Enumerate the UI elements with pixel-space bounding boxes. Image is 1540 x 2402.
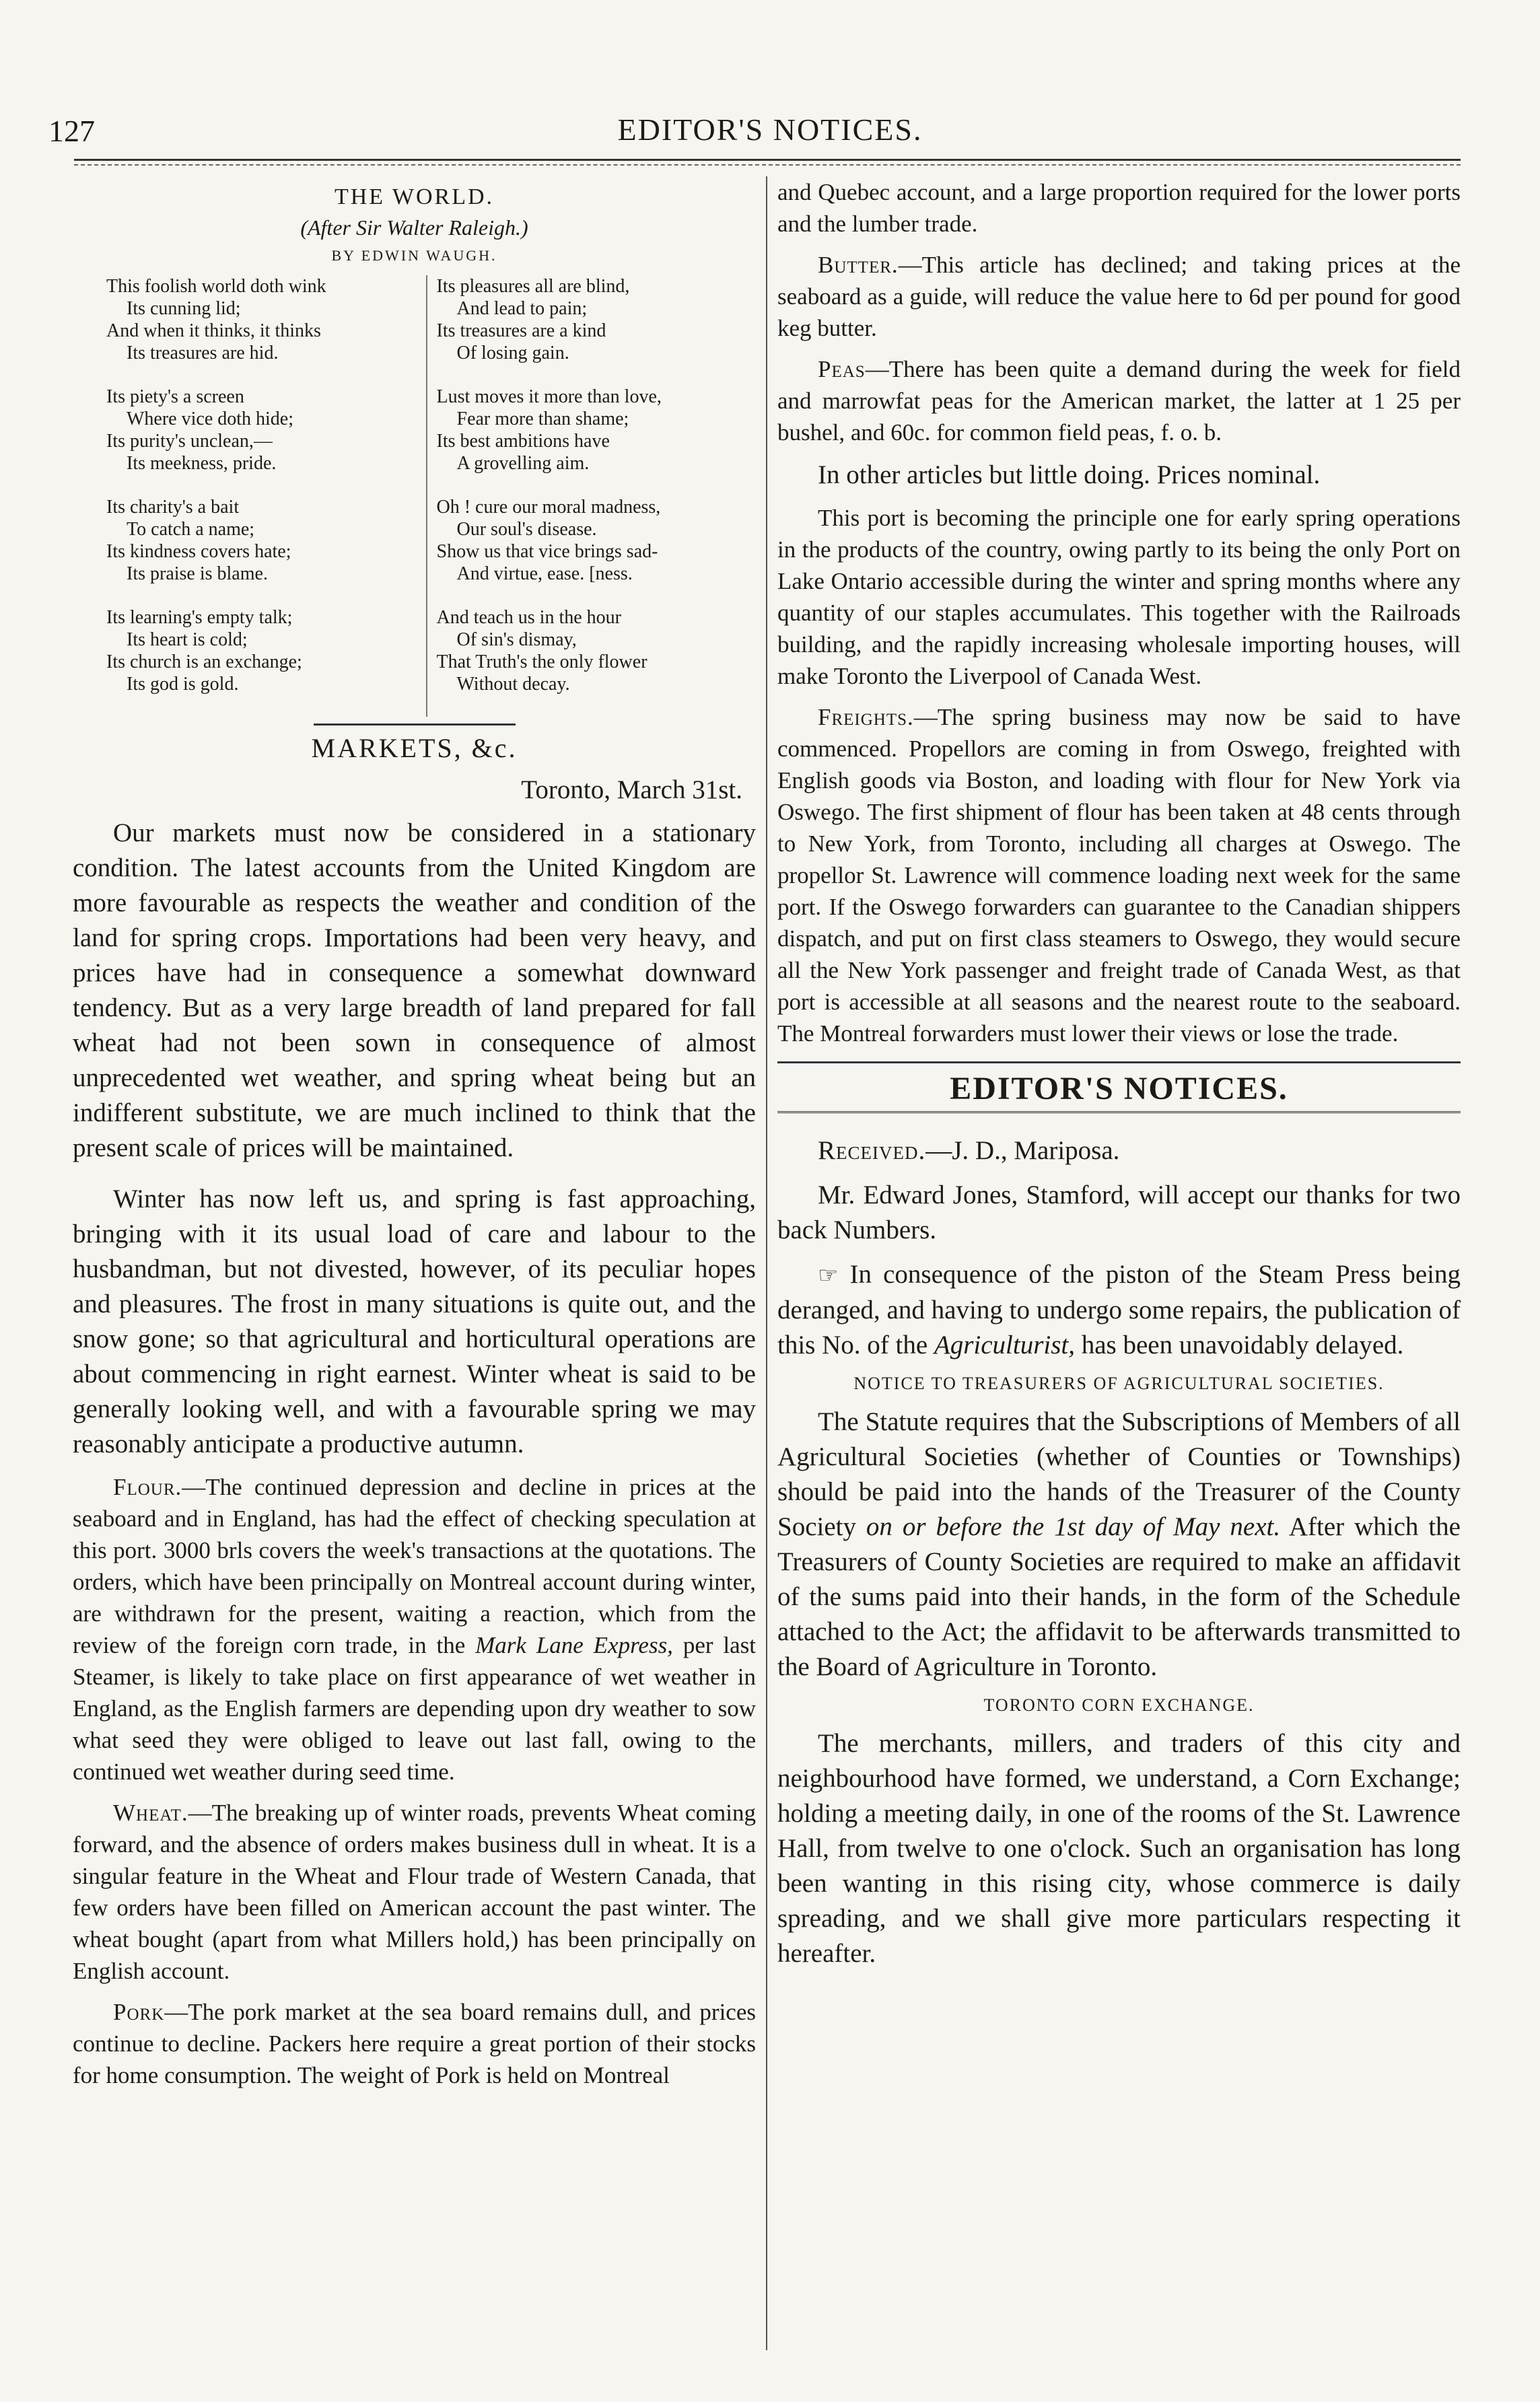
poem-line: Fear more than shame; — [456, 409, 629, 429]
poem-line: Its heart is cold; — [127, 629, 248, 650]
poem-stanza — [437, 275, 757, 364]
butter-paragraph: Butter.—This article has declined; and taking prices at the seaboard as a guide, will reduce the value here to 6d per pound for good keg butter. — [777, 252, 1461, 341]
poem-stanza — [437, 496, 757, 585]
notices-title: EDITOR'S NOTICES. — [950, 1071, 1288, 1106]
freights-lead: Freights. — [818, 704, 914, 730]
received-lead: Received. — [818, 1136, 926, 1165]
column-divider — [766, 176, 767, 2350]
received-notice: Received.—J. D., Mariposa. — [818, 1136, 1120, 1165]
poem-line: Where vice doth hide; — [127, 409, 294, 429]
poem-stanza — [106, 386, 426, 474]
markets-dateline: Toronto, March 31st. — [521, 775, 742, 804]
poem-line: To catch a name; — [127, 519, 255, 540]
section-rule-2 — [777, 1061, 1461, 1063]
poem-line: Without decay. — [456, 674, 570, 695]
poem-title: THE WORLD. — [334, 184, 495, 209]
poem-left-column — [73, 275, 426, 717]
wheat-lead: Wheat. — [113, 1800, 188, 1826]
poem-line: A grovelling aim. — [456, 453, 590, 474]
poem-line: And virtue, ease. [ness. — [456, 563, 633, 584]
notices-rule — [777, 1111, 1461, 1113]
poem-line: Its praise is blame. — [127, 563, 268, 584]
poem-line: And lead to pain; — [456, 298, 588, 319]
poem-line: Its meekness, pride. — [127, 453, 277, 474]
pork-paragraph: Pork—The pork market at the sea board remains dull, and prices continue to decline. Packers here require a great portion of their stocks for home consumption. The weight of Pork is held on Montreal — [73, 1999, 756, 2088]
poem-stanza — [106, 496, 426, 585]
poem-stanza — [437, 386, 757, 474]
right-column — [777, 176, 1461, 1971]
butter-lead: Butter. — [818, 252, 899, 278]
poem-line: That Truth's the only flower — [436, 651, 648, 672]
poem-line: Its kindness covers hate; — [106, 541, 291, 562]
pointing-hand-icon: ☞ — [818, 1262, 839, 1289]
poem-line: Its church is an exchange; — [106, 651, 302, 672]
peas-lead: Peas — [818, 356, 866, 382]
poem-line: Its treasures are hid. — [127, 343, 279, 363]
poem-line: Oh ! cure our moral madness, — [436, 497, 661, 518]
section-rule — [314, 723, 516, 726]
poem-line: Its best ambitions have — [436, 431, 610, 452]
poem-subtitle: (After Sir Walter Raleigh.) — [300, 215, 528, 240]
poem — [73, 275, 756, 717]
flour-lead: Flour. — [113, 1474, 182, 1500]
pork-paragraph-continued: and Quebec account, and a large proportion required for the lower ports and the lumber trade. — [777, 179, 1461, 237]
poem-line: Its piety's a screen — [106, 386, 244, 407]
poem-byline: BY EDWIN WAUGH. — [331, 247, 497, 264]
markets-paragraph-1: Our markets must now be considered in a stationary condition. The latest accounts from the United Kingdom are more favourable as respects the weather and condition of the land for spring crops. Importations had been very heavy, and prices have had in consequence a somewhat downward tendency. But as a very large breadth of land prepared for fall wheat had not been sown in consequence of almost unprecedented wet weather, and spring wheat being but an indifferent substitute, we are much inclined to think that the present scale of prices will be maintained. — [73, 818, 756, 1162]
peas-paragraph: Peas—There has been quite a demand during the week for field and marrowfat peas for the American market, the latter at 1 25 per bushel, and 60c. for common field peas, f. o. b. — [777, 356, 1461, 446]
poem-line: Lust moves it more than love, — [436, 386, 662, 407]
poem-line: Its cunning lid; — [127, 298, 241, 319]
poem-line: Show us that vice brings sad- — [436, 541, 658, 562]
freights-paragraph: Freights.—The spring business may now be said to have commenced. Propellors are coming in from Oswego, freighted with English goods via Boston, and loading with flour for New York via Oswego. The first shipment of flour has been taken at 48 cents through to New York, from Toronto, including all charges at Oswego. The propellor St. Lawrence will commence loading next week for the same port. If the Oswego forwarders can guarantee to the Canadian shippers dispatch, and put on first class steamers to Oswego, they would secure all the New York passenger and freight trade of Canada West, as that port is accessible at all seasons and the nearest route to the seaboard. The Montreal forwarders must lower their views or lose the trade. — [777, 704, 1461, 1047]
poem-right-column — [426, 275, 757, 717]
poem-stanza — [106, 606, 426, 695]
markets-title: MARKETS, &c. — [311, 733, 518, 763]
statute-notice: The Statute requires that the Subscriptions of Members of all Agricultural Societies (whether of Counties or Townships) should be paid into the hands of the Treasurer of the County Society on or before the 1st day of May next. After which the Treasurers of County Societies are required to make an affidavit of the sums paid into their hands, in the form of the Schedule attached to the Act; the affidavit to be afterwards transmitted to the Board of Agriculture in Toronto. — [777, 1407, 1461, 1681]
press-notice: ☞ In consequence of the piston of the Steam Press being deranged, and having to undergo some repairs, the publication of this No. of the Agriculturist, has been unavoidably delayed. — [777, 1260, 1461, 1359]
poem-line: Its learning's empty talk; — [106, 607, 293, 628]
poem-line: Of sin's dismay, — [456, 629, 577, 650]
corn-exchange-heading: TORONTO CORN EXCHANGE. — [983, 1695, 1255, 1715]
header-rule — [74, 159, 1461, 161]
poem-stanza — [106, 275, 426, 364]
pork-lead: Pork — [113, 1999, 165, 2025]
poem-line: And when it thinks, it thinks — [106, 320, 321, 341]
flour-paragraph: Flour.—The continued depression and decline in prices at the seaboard and in England, has had the effect of checking speculation at this port. 3000 brls covers the week's transactions at the quotations. The orders, which have been principally on Montreal account during winter, are withdrawn for the present, waiting a reaction, which from the review of the foreign corn trade, in the Mark Lane Express, per last Steamer, is likely to take place on first appearance of wet weather in England, as the English farmers are depending upon dry weather to sow what seed they were obliged to leave out last fall, owing to the continued wet weather during seed time. — [73, 1474, 756, 1785]
poem-line: Its treasures are a kind — [436, 320, 606, 341]
poem-line: Its charity's a bait — [106, 497, 240, 518]
other-articles: In other articles but little doing. Prices nominal. — [818, 460, 1321, 489]
poem-line: Of losing gain. — [456, 343, 569, 363]
page-number: 127 — [48, 114, 95, 148]
poem-line: And teach us in the hour — [436, 607, 621, 628]
poem-line: Its pleasures all are blind, — [436, 276, 630, 297]
thanks-notice: Mr. Edward Jones, Stamford, will accept our thanks for two back Numbers. — [777, 1180, 1461, 1244]
treasurers-heading: NOTICE TO TREASURERS OF AGRICULTURAL SOCIETIES. — [853, 1374, 1385, 1393]
left-column — [73, 176, 756, 2091]
poem-line: This foolish world doth wink — [106, 276, 326, 297]
running-head: EDITOR'S NOTICES. — [617, 112, 923, 147]
wheat-paragraph: Wheat.—The breaking up of winter roads, prevents Wheat coming forward, and the absence of orders makes business dull in wheat. It is a singular feature in the Wheat and Flour trade of Western Canada, that few orders have been filled on American account the past winter. The wheat bought (apart from what Millers hold,) has been principally on English account. — [73, 1800, 756, 1984]
poem-line: Its purity's unclean,— — [106, 431, 273, 452]
poem-line: Our soul's disease. — [456, 519, 597, 540]
poem-stanza — [437, 606, 757, 695]
markets-paragraph-2: Winter has now left us, and spring is fast approaching, bringing with it its usual load of care and labour to the husbandman, but not divested, however, of its peculiar hopes and pleasures. The frost in many situations is quite out, and the snow gone; so that agricultural and horticultural operations are about commencing in right earnest. Winter wheat is said to be generally looking well, and with a favourable spring we may reasonably anticipate a productive autumn. — [73, 1185, 756, 1458]
port-paragraph: This port is becoming the principle one for early spring operations in the products of the country, owing partly to its being the only Port on Lake Ontario accessible during the winter and spring months where any quantity of our staples accumulates. This together with the Railroads building, and the rapidly increasing wholesale importing houses, will make Toronto the Liverpool of Canada West. — [777, 505, 1461, 689]
header-rule-dashed — [74, 164, 1461, 166]
corn-exchange-notice: The merchants, millers, and traders of this city and neighbourhood have formed, we understand, a Corn Exchange; holding a meeting daily, in one of the rooms of the St. Lawrence Hall, from twelve to one o'clock. Such an organisation has long been wanting in this rising city, whose commerce is daily spreading, and we shall give more particulars respecting it hereafter. — [777, 1729, 1461, 1968]
poem-line: Its god is gold. — [127, 674, 239, 695]
